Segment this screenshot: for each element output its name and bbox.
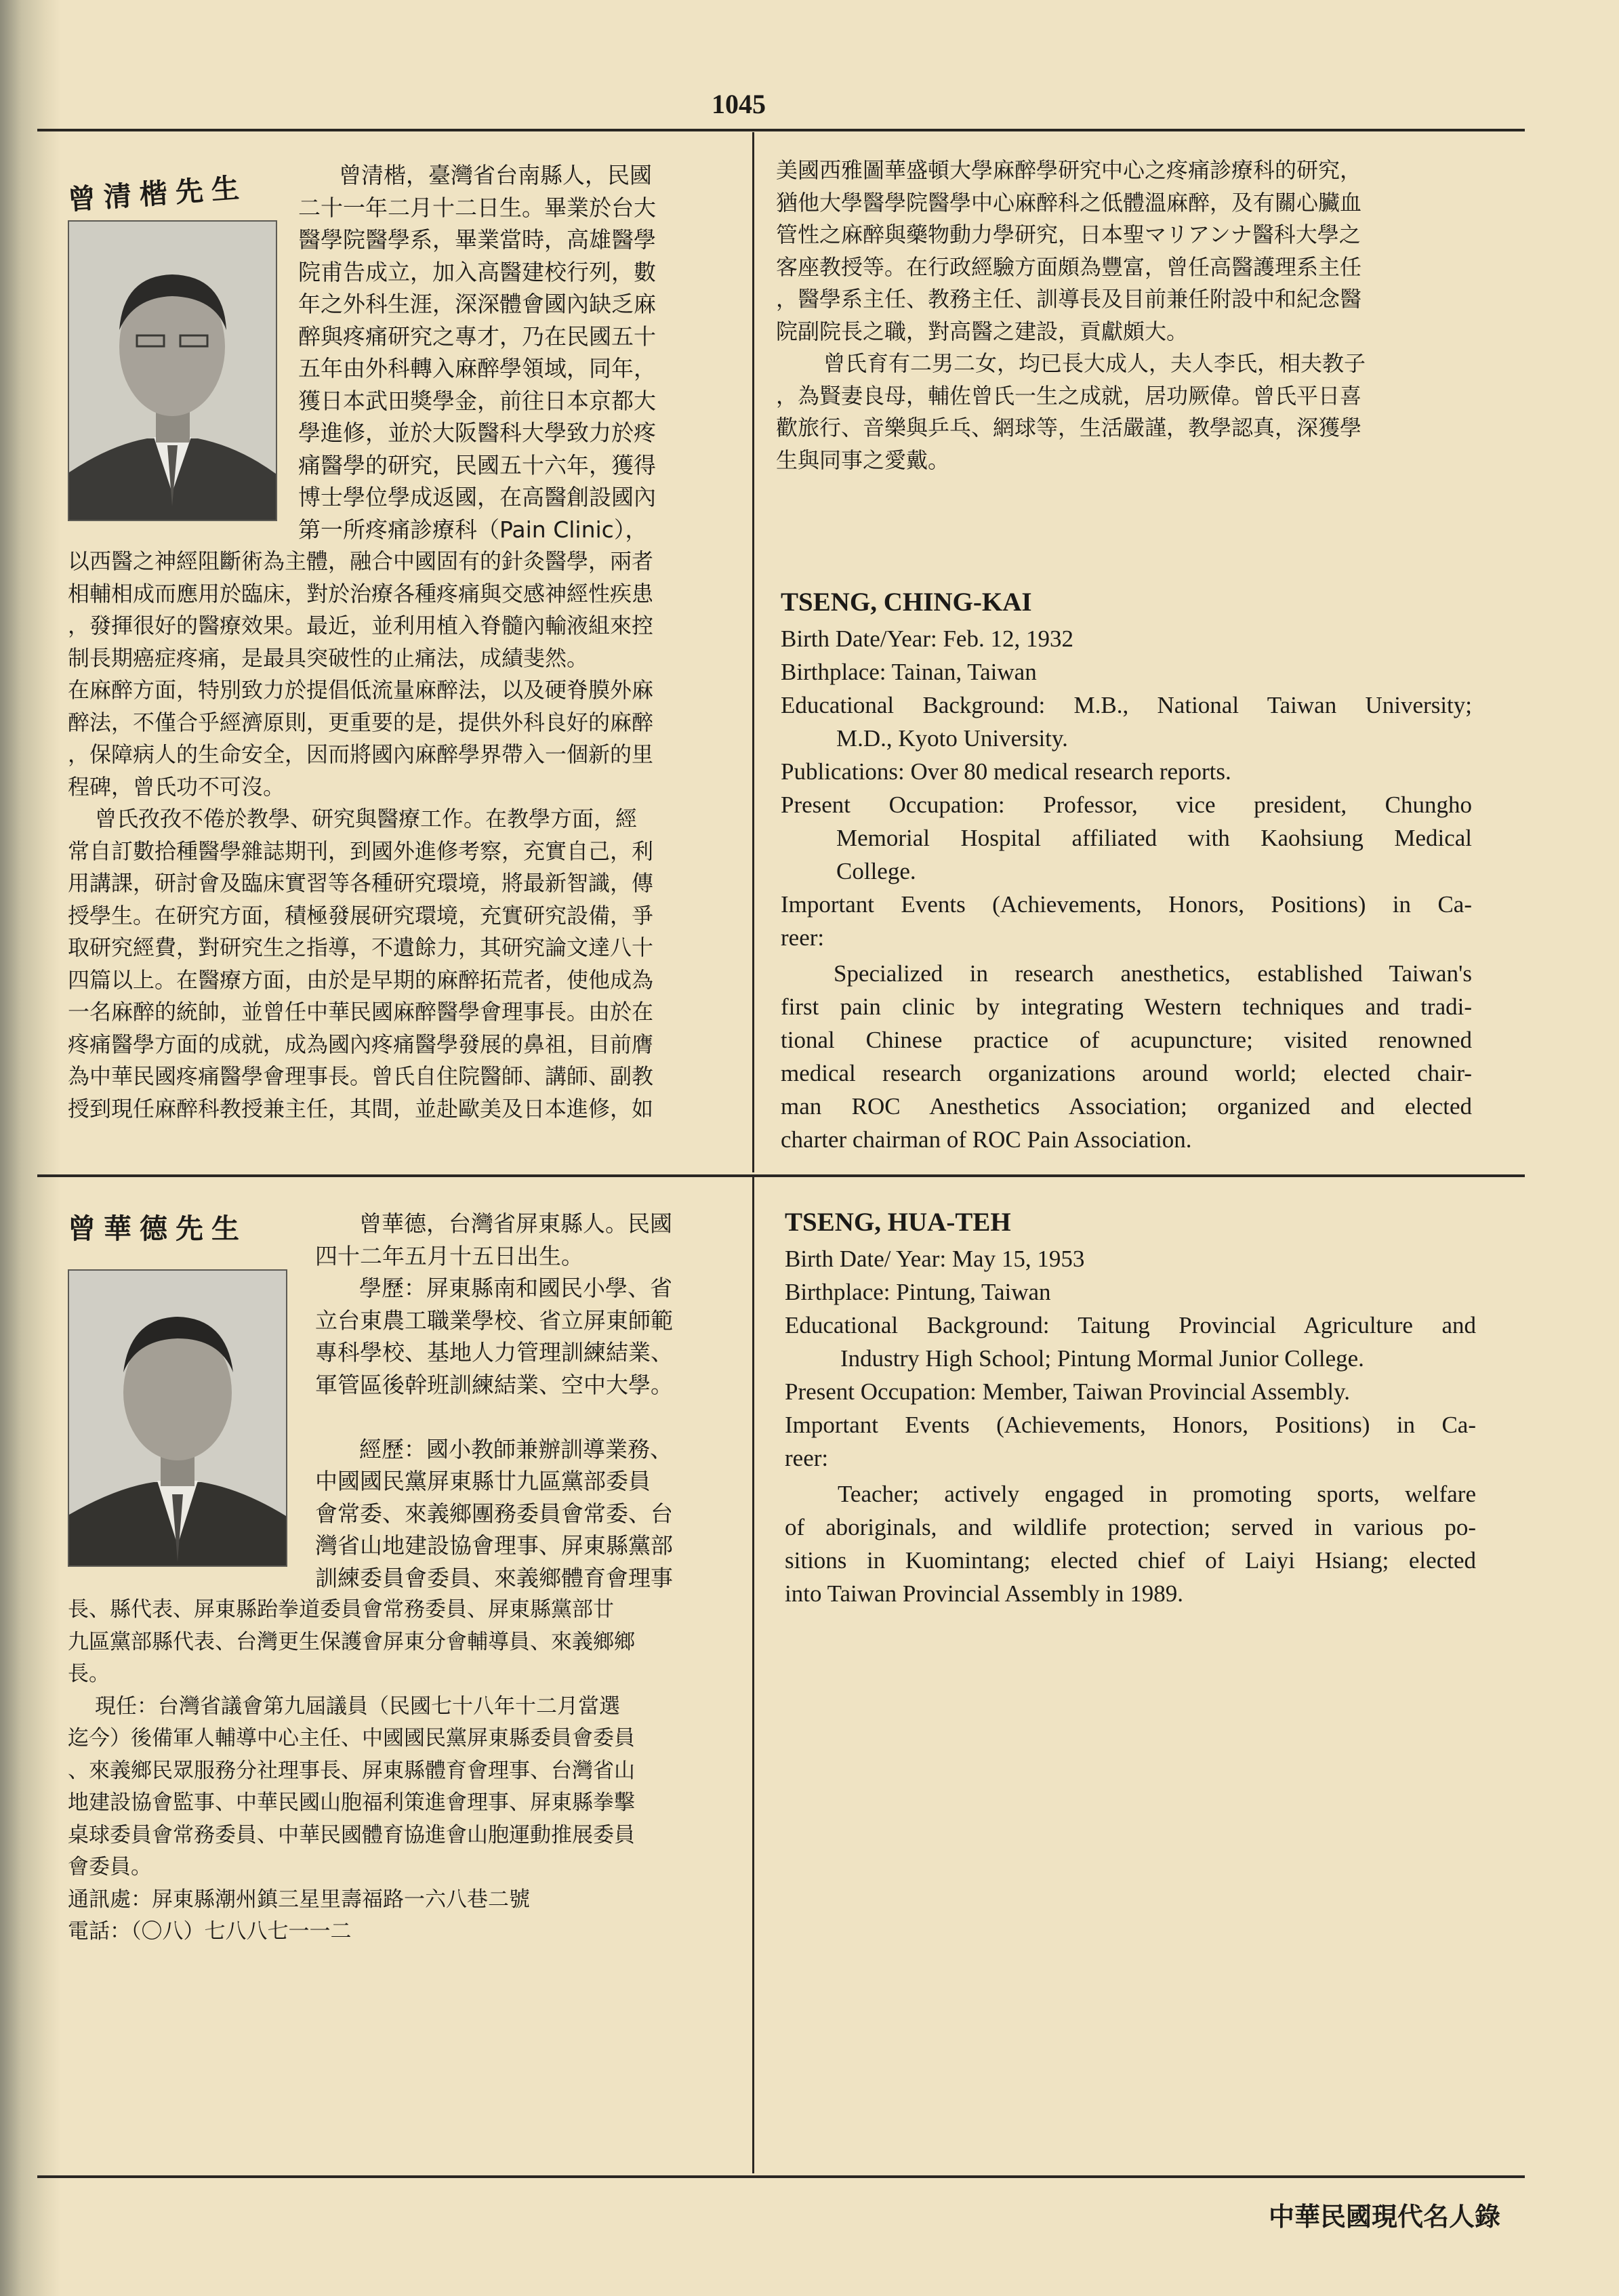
text-line: Birth Date/Year: Feb. 12, 1932 xyxy=(781,626,1073,652)
text-line: 授到現任麻醉科教授兼主任，其間，並赴歐美及日本進修，如 xyxy=(68,1095,654,1122)
text-line: 二十一年二月十二日生。畢業於台大 xyxy=(298,194,656,221)
text-line: of aboriginals, and wildlife protection; served in various po- xyxy=(785,1514,1476,1540)
text-line: 四十二年五月十五日出生。 xyxy=(315,1242,583,1269)
text-line: 醉法，不僅合乎經濟原則，更重要的是，提供外科良好的麻醉 xyxy=(68,709,654,735)
entry-2-chinese-name: 曾華德先生 xyxy=(68,1212,247,1245)
text-line: Publications: Over 80 medical research reports. xyxy=(781,758,1231,785)
text-line: 管性之麻醉與藥物動力學研究，日本聖マリアンナ醫科大學之 xyxy=(776,222,1361,247)
text-line: 地建設協會監事、中華民國山胞福利策進會理事、屏東縣拳擊 xyxy=(68,1790,635,1815)
text-line: M.D., Kyoto University. xyxy=(836,725,1068,752)
text-line: reer: xyxy=(785,1445,829,1471)
text-line: 常自訂數拾種醫學雜誌期刊，到國外進修考察，充實自己，利 xyxy=(68,838,654,864)
text-line: 會常委、來義鄉團務委員會常委、台 xyxy=(315,1500,673,1527)
text-line: Industry High School; Pintung Mormal Junior College. xyxy=(840,1345,1364,1372)
text-line: 中國國民黨屏東縣廿九區黨部委員 xyxy=(315,1468,651,1494)
text-line: 以西醫之神經阻斷術為主體，融合中國固有的針灸醫學，兩者 xyxy=(68,548,654,574)
text-line: 、來義鄉民眾服務分社理事長、屏東縣體育會理事、台灣省山 xyxy=(68,1758,635,1783)
text-line: charter chairman of ROC Pain Association. xyxy=(781,1126,1192,1153)
text-line: Teacher; actively engaged in promoting sports, welfare xyxy=(838,1481,1476,1507)
text-line: 桌球委員會常務委員、中華民國體育協進會山胞運動推展委員 xyxy=(68,1822,635,1847)
entry-2-chinese-biography-text xyxy=(68,1208,732,1948)
text-line: 獲日本武田獎學金，前往日本京都大 xyxy=(298,387,656,414)
text-line xyxy=(68,1401,732,1433)
header-rule xyxy=(37,129,1525,131)
entry-1-english-biography xyxy=(781,583,1472,1156)
text-line: 四篇以上。在醫療方面，由於是早期的麻醉拓荒者，使他成為 xyxy=(68,966,654,993)
text-line: Present Occupation: Professor, vice president, Chungho xyxy=(781,792,1472,818)
text-line: 曾氏育有二男二女，均已長大成人，夫人李氏，相夫教子 xyxy=(823,350,1366,376)
text-line: 專科學校、基地人力管理訓練結業、 xyxy=(315,1339,673,1366)
page-number: 1045 xyxy=(712,89,766,119)
entry-1-english-name: TSENG, CHING-KAI xyxy=(781,588,1032,617)
text-line: 博士學位學成返國，在高醫創設國內 xyxy=(298,484,656,510)
text-line: reer: xyxy=(781,924,825,951)
text-line: 在麻醉方面，特別致力於提倡低流量麻醉法，以及硬脊膜外麻 xyxy=(68,677,654,703)
text-line: sitions in Kuomintang; elected chief of Laiyi Hsiang; elected xyxy=(785,1547,1476,1574)
text-line: 一名麻醉的統帥，並曾任中華民國麻醉醫學會理事長。由於在 xyxy=(68,999,654,1025)
text-line: 學進修，並於大阪醫科大學致力於疼 xyxy=(298,419,656,446)
text-line: ，保障病人的生命安全，因而將國內麻醉學界帶入一個新的里 xyxy=(68,741,654,767)
text-line: Specialized in research anesthetics, established Taiwan's xyxy=(834,960,1472,987)
text-line: 經歷：國小教師兼辦訓導業務、 xyxy=(359,1435,672,1462)
text-line: into Taiwan Provincial Assembly in 1989. xyxy=(785,1580,1183,1607)
text-line: 長、縣代表、屏東縣跆拳道委員會常務委員、屏東縣黨部廿 xyxy=(68,1597,614,1622)
text-line: 曾氏孜孜不倦於教學、研究與醫療工作。在教學方面，經 xyxy=(95,806,638,832)
book-spine-shadow xyxy=(0,0,61,2296)
column-rule-bottom xyxy=(752,1177,754,2173)
entry-1-chinese-biography-continued xyxy=(776,155,1474,476)
text-line: 制長期癌症疼痛，是最具突破性的止痛法，成績斐然。 xyxy=(68,644,589,671)
text-line: 灣省山地建設協會理事、屏東縣黨部 xyxy=(315,1532,673,1559)
text-line: ，醫學系主任、教務主任、訓導長及目前兼任附設中和紀念醫 xyxy=(776,286,1362,312)
text-line: 醫學院醫學系，畢業當時，高雄醫學 xyxy=(298,226,656,253)
text-line: 迄今）後備軍人輔導中心主任、中國國民黨屏東縣委員會委員 xyxy=(68,1726,635,1750)
text-line: 程碑，曾氏功不可沒。 xyxy=(68,773,285,800)
text-line: 客座教授等。在行政經驗方面頗為豐富，曾任高醫護理系主任 xyxy=(776,253,1362,280)
text-line: first pain clinic by integrating Western techniques and tradi- xyxy=(781,993,1472,1020)
column-rule-top xyxy=(752,132,754,1172)
text-line: medical research organizations around world; elected chair- xyxy=(781,1060,1472,1086)
text-line: 訓練委員會委員、來義鄉體育會理事 xyxy=(315,1564,673,1591)
text-line: Birthplace: Pintung, Taiwan xyxy=(785,1279,1051,1305)
footer-rule xyxy=(37,2175,1525,2178)
text-line: 軍管區後幹班訓練結業、空中大學。 xyxy=(315,1371,673,1398)
text-line: 美國西雅圖華盛頓大學麻醉學研究中心之疼痛診療科的研究， xyxy=(776,157,1362,183)
text-line: 年之外科生涯，深深體會國內缺乏麻 xyxy=(298,291,656,317)
text-line: 學歷：屏東縣南和國民小學、省 xyxy=(359,1275,672,1301)
text-line: 立台東農工職業學校、省立屏東師範 xyxy=(315,1307,673,1334)
text-line: 曾華德，台灣省屏東縣人。民國 xyxy=(359,1210,672,1237)
entry-2-phone-number: 電話：（〇八）七八八七一一二 xyxy=(68,1919,352,1944)
text-line: 院甫告成立，加入高醫建校行列，數 xyxy=(298,258,656,285)
entry-2-mailing-address: 通訊處：屏東縣潮州鎮三星里壽福路一六八巷二號 xyxy=(68,1887,530,1912)
text-line: tional Chinese practice of acupuncture; visited renowned xyxy=(781,1027,1472,1053)
entry-1-chinese-biography-text xyxy=(68,159,718,1125)
text-line: ，為賢妻良母，輔佐曾氏一生之成就，居功厥偉。曾氏平日喜 xyxy=(776,382,1362,409)
text-line: Present Occupation: Member, Taiwan Provincial Assembly. xyxy=(785,1378,1351,1405)
text-line: 痛醫學的研究，民國五十六年，獲得 xyxy=(298,451,656,478)
text-line: Educational Background: M.B., National Taiwan University; xyxy=(781,692,1472,718)
text-line: 授學生。在研究方面，積極發展研究環境，充實研究設備，爭 xyxy=(68,902,654,928)
text-line: 會委員。 xyxy=(68,1855,152,1879)
book-title-footer: 中華民國現代名人錄 xyxy=(1268,2202,1500,2232)
text-line: 疼痛醫學方面的成就，成為國內疼痛醫學發展的鼻祖，目前膺 xyxy=(68,1031,654,1057)
text-line: 曾清楷，臺灣省台南縣人，民國 xyxy=(339,162,652,188)
text-line: 猶他大學醫學院醫學中心麻醉科之低體溫麻醉，及有關心臟血 xyxy=(776,189,1362,216)
text-line: 第一所疼痛診療科（Pain Clinic）， xyxy=(298,516,648,543)
entry-2-english-biography xyxy=(785,1203,1476,1610)
text-line: 長。 xyxy=(68,1662,110,1686)
text-line: 院副院長之職，對高醫之建設，貢獻頗大。 xyxy=(776,318,1189,344)
text-line: 相輔相成而應用於臨床，對於治療各種疼痛與交感神經性疾患 xyxy=(68,580,654,607)
text-line: 五年由外科轉入麻醉學領域，同年， xyxy=(298,355,656,382)
entry-1-chinese-name: 曾清楷先生 xyxy=(66,171,249,216)
text-line: 用講課，研討會及臨床實習等各種研究環境，將最新智識，傳 xyxy=(68,870,654,896)
text-line: 生與同事之愛戴。 xyxy=(776,447,950,473)
text-line: Birth Date/ Year: May 15, 1953 xyxy=(785,1246,1085,1272)
text-line: Important Events (Achievements, Honors, Positions) in Ca- xyxy=(785,1412,1476,1438)
text-line: Birthplace: Tainan, Taiwan xyxy=(781,659,1037,685)
entry-2-english-name: TSENG, HUA-TEH xyxy=(785,1208,1011,1237)
text-line: Educational Background: Taitung Provincial Agriculture and xyxy=(785,1312,1476,1338)
text-line: 九區黨部縣代表、台灣更生保護會屏東分會輔導員、來義鄉鄉 xyxy=(68,1629,635,1654)
text-line: 為中華民國疼痛醫學會理事長。曾氏自住院醫師、講師、副教 xyxy=(68,1063,654,1089)
text-line: ，發揮很好的醫療效果。最近，並利用植入脊髓內輸液組來控 xyxy=(68,613,654,638)
text-line: 醉與疼痛研究之專才，乃在民國五十 xyxy=(298,323,656,350)
text-line: 現任：台灣省議會第九屆議員（民國七十八年十二月當選 xyxy=(95,1694,620,1719)
text-line: Important Events (Achievements, Honors, Positions) in Ca- xyxy=(781,891,1472,918)
text-line: Memorial Hospital affiliated with Kaohsiung Medical xyxy=(836,825,1472,851)
text-line: 取研究經費，對研究生之指導，不遺餘力，其研究論文達八十 xyxy=(68,935,654,960)
text-line: College. xyxy=(836,858,916,884)
text-line: 歡旅行、音樂與乒乓、網球等，生活嚴謹，教學認真，深獲學 xyxy=(776,415,1362,440)
entry-divider-rule xyxy=(37,1174,1525,1177)
text-line: man ROC Anesthetics Association; organized and elected xyxy=(781,1093,1472,1120)
